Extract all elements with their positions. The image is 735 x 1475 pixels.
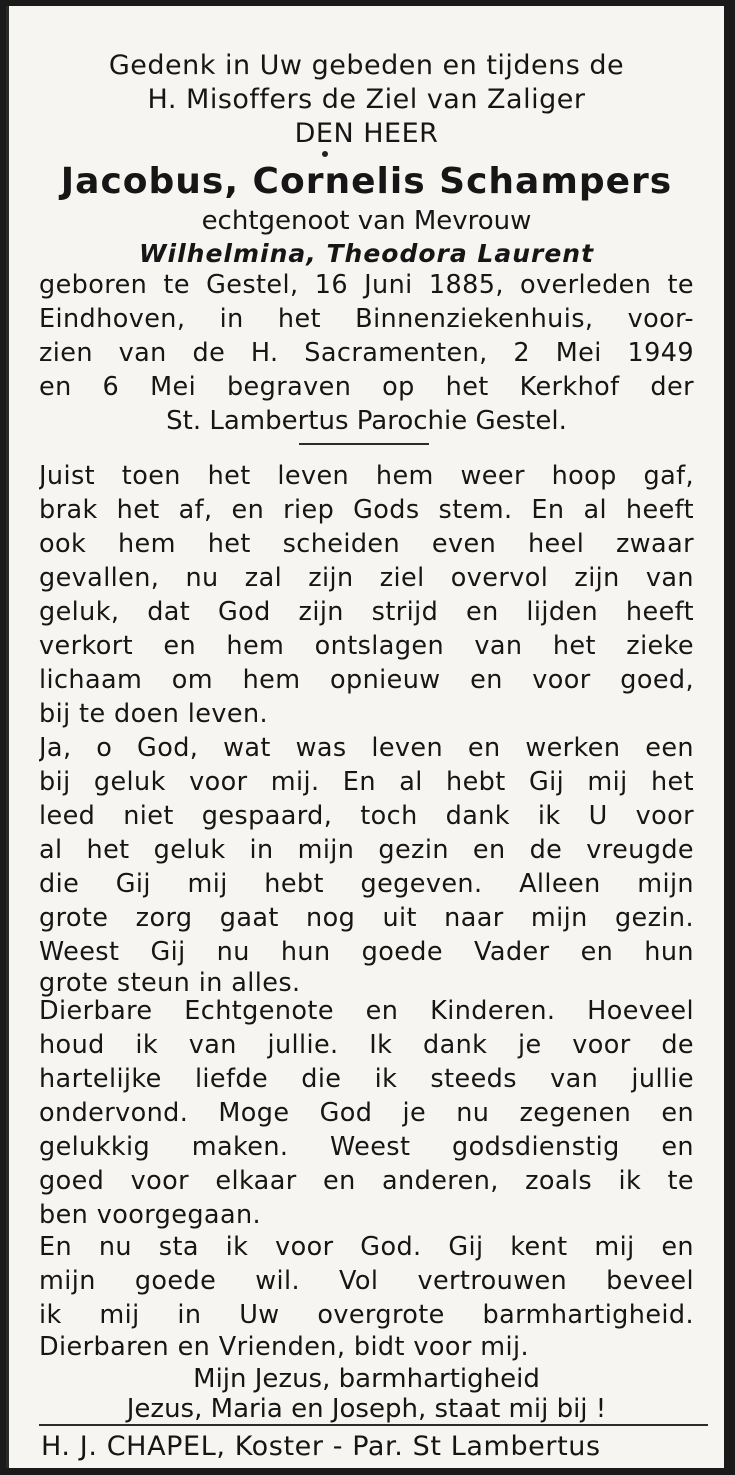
prayer-line-2: Jezus, Maria en Joseph, staat mij bij ! [126,1394,607,1424]
text-line-27: Dierbaren en Vrienden, bidt voor mij. [39,1332,530,1362]
text-line-10: bij geluk voor mij. En al hebt Gij mij het [39,767,694,797]
bio-line-2: Eindhoven, in het Binnenziekenhuis, voor- [39,304,694,334]
text-line-4: gevallen, nu zal zijn ziel overvol zijn van [39,563,694,593]
memorial-card [6,6,724,1468]
text-line-25: mijn goede wil. Vol vertrouwen beveel [39,1266,694,1296]
header-line-1: Gedenk in Uw gebeden en tijdens de [108,50,625,81]
section-divider [299,443,429,445]
text-line-17: Dierbare Echtgenote en Kinderen. Hoeveel [39,996,694,1026]
text-line-8: bij te doen leven. [39,699,269,729]
spouse-name: Wilhelmina, Theodora Laurent [138,239,595,268]
text-line-9: Ja, o God, wat was leven en werken een [39,733,694,763]
footer-divider [39,1424,708,1426]
text-line-5: geluk, dat God zijn strijd en lijden heeft [39,597,694,627]
text-line-18: houd ik van jullie. Ik dank je voor de [39,1030,694,1060]
bio-line-5: St. Lambertus Parochie Gestel. [166,406,567,436]
ornament-dot [322,151,328,157]
prayer-line-1: Mijn Jezus, barmhartigheid [193,1364,540,1394]
header-line-2: H. Misoffers de Ziel van Zaliger [147,84,586,115]
text-line-11: leed niet gespaard, toch dank ik U voor [39,801,694,831]
text-line-3: ook hem het scheiden even heel zwaar [39,529,694,559]
text-line-12: al het geluk in mijn gezin en de vreugde [39,835,694,865]
text-line-23: ben voorgegaan. [39,1200,262,1230]
text-line-16: grote steun in alles. [39,968,301,998]
bio-line-4: en 6 Mei begraven op het Kerkhof der [39,372,694,402]
deceased-name: Jacobus, Cornelis Schampers [60,161,673,202]
text-line-1: Juist toen het leven hem weer hoop gaf, [39,461,694,491]
text-line-19: hartelijke liefde die ik steeds van jullie [39,1064,694,1094]
text-line-24: En nu sta ik voor God. Gij kent mij en [39,1232,694,1262]
bio-line-1: geboren te Gestel, 16 Juni 1885, overleden te [39,270,694,300]
printer-credit: H. J. CHAPEL, Koster - Par. St Lambertus [41,1431,601,1462]
bio-line-3: zien van de H. Sacramenten, 2 Mei 1949 [39,338,694,368]
text-line-21: gelukkig maken. Weest godsdienstig en [39,1132,694,1162]
text-line-13: die Gij mij hebt gegeven. Alleen mijn [39,869,694,899]
text-line-2: brak het af, en riep Gods stem. En al heeft [39,495,694,525]
text-line-15: Weest Gij nu hun goede Vader en hun [39,937,694,967]
text-line-22: goed voor elkaar en anderen, zoals ik te [39,1166,694,1196]
text-line-7: lichaam om hem opnieuw en voor goed, [39,665,694,695]
text-line-14: grote zorg gaat nog uit naar mijn gezin. [39,903,694,933]
header-title: DEN HEER [294,118,439,149]
text-line-26: ik mij in Uw overgrote barmhartigheid. [39,1300,694,1330]
text-line-6: verkort en hem ontslagen van het zieke [39,631,694,661]
spouse-intro: echtgenoot van Mevrouw [201,206,532,236]
text-line-20: ondervond. Moge God je nu zegenen en [39,1098,694,1128]
